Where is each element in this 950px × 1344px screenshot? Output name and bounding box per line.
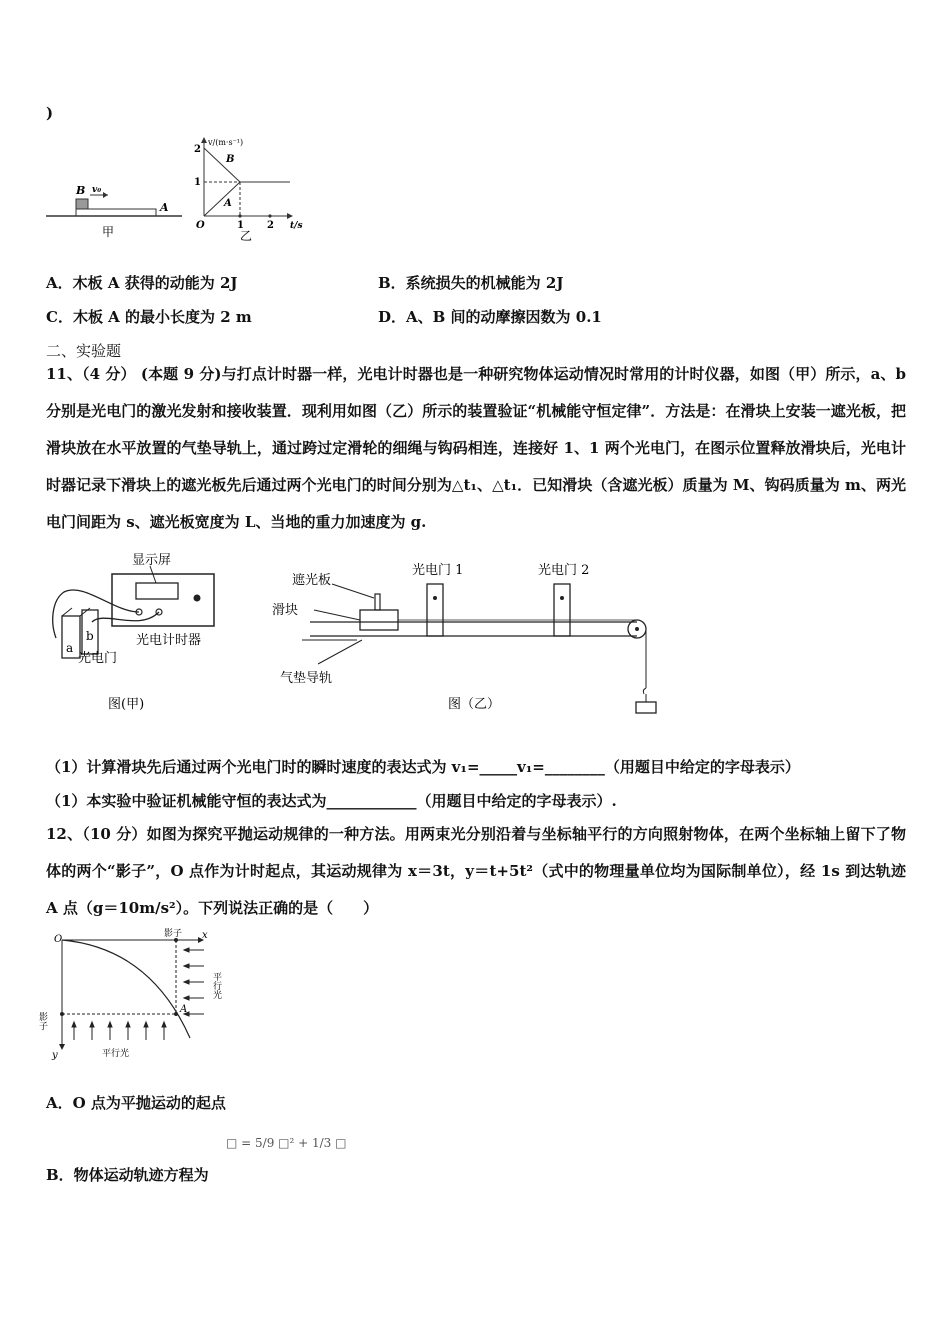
caption-jia: 甲 [102,225,115,239]
label-line-b: B [226,154,235,165]
label-v0: v₀ [92,185,102,195]
q10-option-d[interactable]: D．A、B 间的动摩擦因数为 0.1 [378,308,602,326]
q12-text: 12、（10 分）如图为探究平抛运动规律的一种方法。用两束光分别沿着与坐标轴平行的方向照射物体，在两个坐标轴上留下了物体的两个“影子”，O 点作为计时起点，其运动规律为 x＝3t，y＝t+5t²（式中的物理量单位均为国际制单位），经 1s 到达轨迹 A 点（g＝10m/s²）。下列说法正确的是（ ） [46,825,906,917]
hook-weight [636,702,656,713]
tick-x2: 2 [267,220,274,231]
cable [53,590,139,638]
label-rail: 气垫导轨 [280,671,333,686]
label-gate1: 光电门 1 [412,563,464,578]
q10-option-c[interactable]: C．木板 A 的最小长度为 2 m [46,308,252,326]
xlabel: t/s [290,221,303,231]
q11-sub1: （1）计算滑块先后通过两个光电门时的瞬时速度的表达式为 v₁=_____v₁=________（用题目中给定的字母表示） [46,758,800,776]
label-line-a: A [224,198,232,209]
section-heading: 二、实验题 [46,342,122,360]
q10-option-b[interactable]: B．系统损失的机械能为 2J [378,274,564,292]
gate-1 [427,584,443,636]
shade-plate [375,594,380,610]
origin: O [196,220,205,231]
trajectory [62,940,190,1038]
label-gate: 光电门 [78,651,118,666]
q10-paren: ) [46,104,54,122]
slider [360,610,398,630]
board-a [76,209,156,216]
line-a [204,182,240,216]
q11-figure-yi [262,560,682,725]
label-gate2: 光电门 2 [538,563,590,578]
label-y: y [52,1050,58,1061]
caption-yi: 图（乙） [448,697,501,712]
caption-jia: 图(甲) [108,697,145,712]
line-b [204,148,240,182]
label-timer: 光电计时器 [136,633,202,648]
label-a: A [160,201,169,214]
label-b: B [76,184,86,197]
label-shadow-top: 影子 [164,929,183,939]
label-slider: 滑块 [272,603,299,618]
tick-y1: 1 [194,177,201,188]
q12-option-a[interactable]: A．O 点为平抛运动的起点 [46,1094,226,1112]
arrows-bottom [72,1022,166,1040]
label-x: x [202,930,208,941]
q12-formula: □ = 5/9 □² + 1/3 □ [226,1136,347,1150]
caption-yi: 乙 [240,229,253,243]
q10-figure-yi [190,134,310,244]
label-a: A [180,1004,188,1015]
q12-option-b[interactable]: B．物体运动轨迹方程为 [46,1166,209,1184]
q10-figure-jia [44,178,184,242]
q11-text: 11、（4 分） (本题 9 分)与打点计时器一样，光电计时器也是一种研究物体运动情况时常用的计时仪器，如图（甲）所示，a、b 分别是光电门的激光发射和接收装置．现利用如图（乙）所示的装置验证“机械能守恒定律”．方法是：在滑块上安装一遮光板，把滑块放在水平放置的气垫导轨上，通过跨过定滑轮的细绳与钩码相连，连接好 1、1 两个光电门，在图示位置释放滑块后，光电计时器记录下滑块上的遮光板先后通过两个光电门的时间分别为△t₁、△t₁．已知滑块（含遮光板）质量为 M、钩码质量为 m、两光电门间距为 s、遮光板宽度为 L、当地的重力加速度为 g. [46,365,906,531]
ylabel: v/(m·s⁻¹) [208,138,244,147]
tick-y2: 2 [194,144,201,155]
label-parallel-bottom: 平行光 [102,1049,130,1059]
label-shadow-left: 影子 [37,1012,47,1030]
label-a: a [66,641,74,655]
label-parallel-right: 平行光 [211,972,221,999]
gate-2 [554,584,570,636]
display-screen [136,583,178,599]
q11-figure-jia [44,552,244,722]
label-shade: 遮光板 [292,573,332,588]
q11-sub2: （1）本实验中验证机械能守恒的表达式为____________（用题目中给定的字母表示）. [46,792,617,810]
q10-option-a[interactable]: A．木板 A 获得的动能为 2J [46,274,238,292]
block-b [76,199,88,209]
q12-figure [37,928,240,1064]
label-b: b [86,629,94,643]
tick-x1: 1 [237,220,244,231]
label-screen: 显示屏 [132,553,172,568]
label-o: O [54,934,63,945]
